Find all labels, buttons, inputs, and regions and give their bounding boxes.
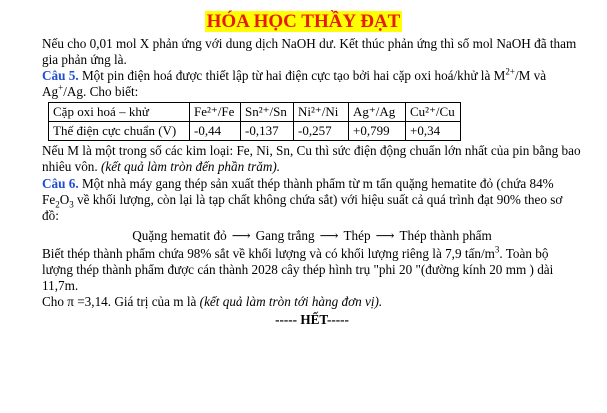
intro-paragraph: Nếu cho 0,01 mol X phản ứng với dung dịch NaOH dư. Kết thúc phản ứng thì số mol NaOH đã tham gia phản ứng là. [42,36,577,68]
flow-step: Thép thành phẩm [399,227,492,243]
table-cell: +0,34 [406,122,461,141]
flow-step: Gang trắng [255,227,315,243]
table-row [49,122,461,141]
page-title [0,10,607,33]
table-cell: Ni²⁺/Ni [294,103,349,122]
question-6-text-b: O [59,191,70,207]
table-cell: Sn²⁺/Sn [241,103,294,122]
question-5-label: Câu 5. [42,68,79,84]
question-6-paragraph-3 [42,294,582,310]
arrow-right-icon: ⟶ [319,227,339,243]
question-5-text-b: /M và Ag [42,68,547,100]
table-cell: Fe²⁺/Fe [190,103,241,122]
question-5-after-table: Nếu M là một trong số các kim loại: Fe, Ni, Sn, Cu thì sức điện động chuẩn lớn nhất của pin bằng bao nhiêu vôn. [42,143,581,175]
question-6-label: Câu 6. [42,175,79,191]
potential-table [48,102,461,141]
question-5 [42,68,582,100]
end-marker: ----- HẾT----- [275,312,349,328]
question-5-note: (kết quả làm tròn đến phần trăm). [100,159,281,175]
question-6-para2-a: Biết thép thành phẩm chứa 98% sắt về khối lượng và có khối lượng riêng là 7,9 tấn/m [42,245,495,261]
table-header-cell: Cặp oxi hoá – khử [49,103,190,122]
question-6-text-a: Một nhà máy gang thép sản xuất thép thành phẩm từ m tấn quặng hematite đỏ (chứa 84% Fe [42,175,554,207]
question-5-followup [42,143,582,175]
question-6-para3-note: (kết quả làm tròn tới hàng đơn vị). [199,294,383,310]
superscript-3: 3 [494,244,500,255]
question-5-text-a: Một pin điện hoá được thiết lập từ hai điện cực tạo bởi hai cặp oxi hoá/khử là M [78,68,506,84]
question-6-paragraph-2 [42,246,582,294]
flow-step: Thép [343,227,371,243]
subscript-2: 2 [55,199,60,210]
table-cell: -0,137 [241,122,294,141]
arrow-right-icon: ⟶ [231,227,251,243]
table-cell: -0,44 [190,122,241,141]
flow-step: Quặng hematit đỏ [132,227,227,243]
table-cell: Ag⁺/Ag [349,103,406,122]
table-cell: Cu²⁺/Cu [406,103,461,122]
table-cell: -0,257 [294,122,349,141]
question-5-text-c: /Ag. Cho biết: [63,84,139,100]
question-6-para3-a: Cho π =3,14. Giá trị của m là [42,294,200,310]
question-6-text-c: về khối lượng, còn lại là tạp chất không chứa sắt) với hiệu suất cả quá trình đạt 90% theo sơ đồ: [42,191,563,223]
document-body [42,36,582,328]
subscript-3: 3 [69,199,74,210]
title-text: HÓA HỌC THẦY ĐẠT [206,11,401,32]
table-row [49,103,461,122]
superscript-plus: + [58,82,64,93]
table-header-cell: Thế điện cực chuẩn (V) [49,122,190,141]
question-6-para2-b: . Toàn bộ lượng thép thành phẩm được cán thành 2028 cây thép hình trụ "phi 20 "(đường kính 20 mm ) dài 11,7m. [42,245,554,294]
process-flow [42,228,582,244]
superscript-2plus: 2+ [505,66,515,77]
arrow-right-icon: ⟶ [375,227,395,243]
table-cell: +0,799 [349,122,406,141]
question-6 [42,176,582,224]
